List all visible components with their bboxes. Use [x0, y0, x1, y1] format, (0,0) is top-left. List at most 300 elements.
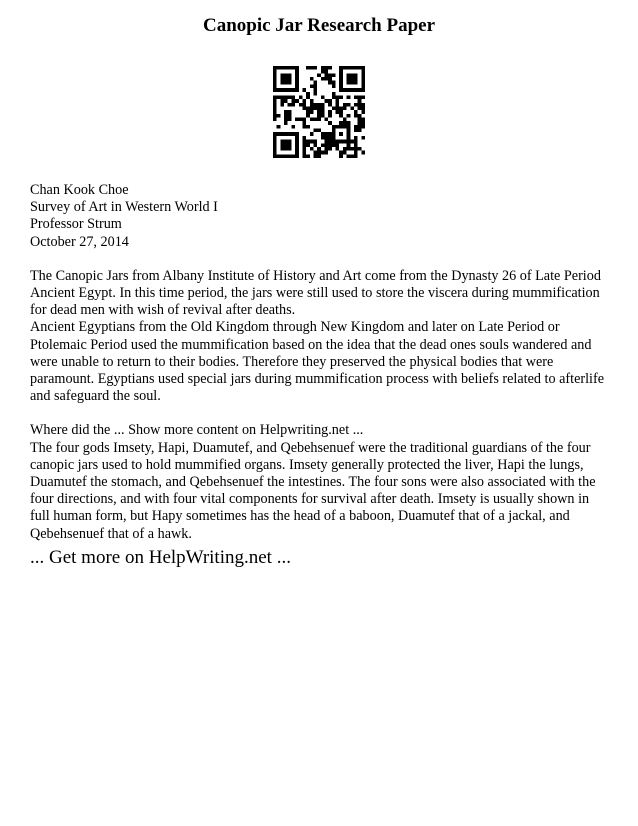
qr-module [328, 121, 332, 125]
qr-module [284, 140, 288, 144]
qr-module [280, 99, 284, 103]
qr-module [313, 92, 317, 96]
qr-module [313, 103, 317, 107]
qr-module [336, 143, 340, 147]
qr-module [347, 140, 351, 144]
qr-module [343, 106, 347, 110]
qr-module [295, 143, 299, 147]
get-more-link[interactable]: ... Get more on HelpWriting.net ... [30, 547, 291, 568]
qr-module [302, 106, 306, 110]
paragraph-intro: The Canopic Jars from Albany Institute of History and Art come from the Dynasty 26 of Late Period Ancient Egypt. In this time period, the jars were still used to store the viscera during mummification for dead men with wish of revival after deaths. [30, 267, 601, 319]
qr-module [332, 92, 336, 96]
qr-module [325, 136, 329, 140]
qr-module [295, 118, 299, 122]
qr-module [328, 147, 332, 151]
qr-module [313, 88, 317, 92]
qr-module [317, 103, 321, 107]
qr-module [339, 132, 343, 136]
qr-module [295, 151, 299, 155]
qr-module [321, 110, 325, 114]
qr-module [332, 136, 336, 140]
qr-module [277, 125, 281, 129]
qr-module [361, 81, 365, 85]
qr-module [302, 121, 306, 125]
page-title: Canopic Jar Research Paper [202, 15, 436, 36]
qr-module [317, 73, 321, 77]
qr-module [339, 154, 343, 158]
qr-module [361, 88, 365, 92]
qr-module [361, 70, 365, 74]
qr-module [291, 132, 295, 136]
qr-module [358, 103, 362, 107]
qr-module [288, 140, 292, 144]
qr-module [339, 121, 343, 125]
qr-module [313, 66, 317, 70]
qr-module [273, 147, 277, 151]
qr-module [358, 147, 362, 151]
qr-module [361, 110, 365, 114]
qr-module [339, 151, 343, 155]
qr-module [288, 110, 292, 114]
qr-module [358, 106, 362, 110]
qr-module [347, 95, 351, 99]
qr-module [347, 66, 351, 70]
qr-module [347, 114, 351, 118]
qr-module [354, 77, 358, 81]
qr-module [280, 154, 284, 158]
qr-module [306, 114, 310, 118]
qr-module [295, 70, 299, 74]
qr-module [273, 66, 277, 70]
qr-module [302, 140, 306, 144]
qr-module [302, 143, 306, 147]
qr-module [354, 140, 358, 144]
qr-module [361, 77, 365, 81]
qr-module [347, 147, 351, 151]
qr-module [325, 73, 329, 77]
qr-module [280, 81, 284, 85]
qr-module [284, 81, 288, 85]
qr-module [288, 147, 292, 151]
qr-module [361, 66, 365, 70]
qr-module [280, 132, 284, 136]
qr-module [347, 73, 351, 77]
qr-module [295, 66, 299, 70]
qr-module [328, 77, 332, 81]
qr-module [361, 118, 365, 122]
qr-module [295, 73, 299, 77]
qr-module [354, 95, 358, 99]
qr-module [328, 136, 332, 140]
qr-module [317, 106, 321, 110]
qr-module [306, 125, 310, 129]
qr-module [328, 99, 332, 103]
qr-module [336, 140, 340, 144]
qr-module [299, 103, 303, 107]
qr-module [361, 125, 365, 129]
qr-module [310, 99, 314, 103]
qr-module [321, 136, 325, 140]
qr-module [273, 118, 277, 122]
qr-module [325, 66, 329, 70]
qr-module [328, 132, 332, 136]
qr-module [306, 143, 310, 147]
qr-module [317, 147, 321, 151]
qr-module [295, 136, 299, 140]
qr-module [321, 66, 325, 70]
qr-module [336, 125, 340, 129]
qr-module [273, 154, 277, 158]
qr-module [317, 129, 321, 133]
qr-module [339, 70, 343, 74]
qr-module [295, 132, 299, 136]
qr-module [354, 147, 358, 151]
qr-module [273, 132, 277, 136]
qr-module [339, 140, 343, 144]
qr-module [302, 99, 306, 103]
qr-module [350, 88, 354, 92]
qr-module [313, 106, 317, 110]
qr-module [317, 118, 321, 122]
qr-module [325, 99, 329, 103]
qr-module [354, 81, 358, 85]
qr-module [339, 88, 343, 92]
qr-module [350, 154, 354, 158]
qr-module [295, 99, 299, 103]
qr-module [358, 88, 362, 92]
qr-module [339, 114, 343, 118]
qr-module [328, 140, 332, 144]
qr-module [280, 143, 284, 147]
qr-module [284, 132, 288, 136]
qr-module [306, 106, 310, 110]
qr-module [273, 110, 277, 114]
qr-module [288, 81, 292, 85]
qr-module [354, 110, 358, 114]
qr-module [339, 110, 343, 114]
qr-module [302, 125, 306, 129]
qr-module [284, 154, 288, 158]
qr-module [313, 118, 317, 122]
course-line: Survey of Art in Western World I [30, 199, 218, 216]
qr-module [280, 103, 284, 107]
qr-module [339, 125, 343, 129]
qr-module [317, 154, 321, 158]
qr-module [347, 121, 351, 125]
qr-module [321, 114, 325, 118]
qr-module [273, 88, 277, 92]
qr-module [350, 140, 354, 144]
qr-module [284, 95, 288, 99]
qr-module [302, 88, 306, 92]
qr-module [347, 125, 351, 129]
date-line: October 27, 2014 [30, 233, 129, 250]
qr-module [310, 110, 314, 114]
qr-module [280, 77, 284, 81]
qr-module [339, 81, 343, 85]
qr-module [284, 73, 288, 77]
qr-module [295, 154, 299, 158]
qr-module [273, 106, 277, 110]
qr-module [295, 77, 299, 81]
qr-module [295, 140, 299, 144]
qr-module [317, 151, 321, 155]
qr-code-icon[interactable] [273, 66, 365, 158]
qr-module [325, 140, 329, 144]
qr-module [361, 73, 365, 77]
qr-module [361, 121, 365, 125]
qr-module [328, 103, 332, 107]
qr-module [321, 103, 325, 107]
qr-module [325, 118, 329, 122]
qr-module [354, 103, 358, 107]
qr-module [332, 106, 336, 110]
qr-module [288, 118, 292, 122]
qr-module [313, 81, 317, 85]
qr-module [354, 154, 358, 158]
qr-module [325, 143, 329, 147]
qr-module [339, 66, 343, 70]
qr-module [347, 132, 351, 136]
qr-module [284, 99, 288, 103]
qr-module [313, 154, 317, 158]
qr-module [354, 136, 358, 140]
qr-module [280, 95, 284, 99]
qr-module [280, 147, 284, 151]
show-more-link[interactable]: Where did the ... Show more content on Helpwriting.net ... [30, 422, 364, 439]
qr-module [317, 110, 321, 114]
qr-module [302, 151, 306, 155]
qr-module [310, 106, 314, 110]
qr-module [339, 84, 343, 88]
qr-module [343, 118, 347, 122]
qr-module [325, 70, 329, 74]
qr-module [328, 66, 332, 70]
qr-module [302, 103, 306, 107]
qr-module [321, 132, 325, 136]
qr-module [288, 154, 292, 158]
qr-module [280, 73, 284, 77]
qr-module [288, 143, 292, 147]
qr-module [350, 73, 354, 77]
qr-module [310, 132, 314, 136]
professor-line: Professor Strum [30, 216, 122, 233]
qr-module [306, 154, 310, 158]
qr-module [328, 73, 332, 77]
qr-module [350, 66, 354, 70]
qr-module [321, 70, 325, 74]
qr-module [288, 77, 292, 81]
qr-module [299, 118, 303, 122]
qr-module [302, 118, 306, 122]
qr-module [354, 151, 358, 155]
qr-module [358, 114, 362, 118]
qr-module [325, 151, 329, 155]
qr-module [310, 140, 314, 144]
qr-module [332, 143, 336, 147]
qr-module [361, 84, 365, 88]
qr-module [358, 125, 362, 129]
qr-module [291, 66, 295, 70]
qr-module [347, 129, 351, 133]
qr-module [317, 114, 321, 118]
qr-module [313, 140, 317, 144]
qr-module [343, 66, 347, 70]
qr-module [354, 143, 358, 147]
author-line: Chan Kook Choe [30, 182, 129, 198]
qr-module [339, 77, 343, 81]
qr-module [291, 125, 295, 129]
qr-module [325, 147, 329, 151]
qr-module [280, 88, 284, 92]
qr-module [280, 140, 284, 144]
qr-module [354, 125, 358, 129]
qr-module [347, 81, 351, 85]
qr-module [354, 88, 358, 92]
qr-module [280, 66, 284, 70]
qr-module [332, 73, 336, 77]
qr-module [277, 114, 281, 118]
qr-module [343, 88, 347, 92]
qr-module [358, 95, 362, 99]
qr-module [295, 84, 299, 88]
qr-module [310, 147, 314, 151]
qr-module [273, 81, 277, 85]
qr-module [291, 154, 295, 158]
qr-module [284, 147, 288, 151]
qr-module [343, 125, 347, 129]
qr-module [361, 151, 365, 155]
qr-module [361, 136, 365, 140]
qr-module [332, 140, 336, 144]
qr-module [295, 81, 299, 85]
qr-module [347, 143, 351, 147]
qr-module [350, 77, 354, 81]
qr-module [302, 147, 306, 151]
qr-module [288, 114, 292, 118]
qr-module [328, 114, 332, 118]
qr-module [347, 88, 351, 92]
qr-module [328, 143, 332, 147]
qr-module [299, 95, 303, 99]
qr-module [321, 143, 325, 147]
qr-module [295, 88, 299, 92]
qr-module [273, 95, 277, 99]
qr-module [306, 66, 310, 70]
qr-module [325, 132, 329, 136]
qr-module [273, 114, 277, 118]
qr-module [354, 114, 358, 118]
qr-module [302, 136, 306, 140]
qr-module [284, 143, 288, 147]
paragraph-four-gods: The four gods Imsety, Hapi, Duamutef, and Qebehsenuef were the traditional guardians of the four canopic jars used to hold mummified organs. Imsety generally protected the liver, Hapi the lungs, Duamutef the stomach, and Qebehsenuef the intestines. The four sons were also associated with the four directions, and with four vital components for survival after death. Imsety is usually shown in full human form, but Hapy sometimes has the head of a baboon, Duamutef that of a jackal, and Qebehsenuef that of a hawk. [30, 439, 596, 542]
qr-module [288, 66, 292, 70]
qr-module [288, 73, 292, 77]
qr-module [273, 143, 277, 147]
qr-module [306, 140, 310, 144]
qr-module [350, 81, 354, 85]
qr-module [291, 95, 295, 99]
qr-module [291, 88, 295, 92]
qr-module [273, 84, 277, 88]
qr-module [336, 103, 340, 107]
qr-module [321, 77, 325, 81]
qr-module [332, 81, 336, 85]
qr-module [321, 151, 325, 155]
qr-module [284, 121, 288, 125]
qr-module [273, 70, 277, 74]
qr-module [354, 73, 358, 77]
qr-module [291, 103, 295, 107]
qr-module [336, 95, 340, 99]
qr-module [350, 147, 354, 151]
paper-body [30, 182, 610, 543]
qr-module [284, 66, 288, 70]
qr-module [339, 106, 343, 110]
qr-module [291, 99, 295, 103]
qr-module [332, 125, 336, 129]
qr-module [284, 77, 288, 81]
qr-module [288, 88, 292, 92]
qr-module [332, 129, 336, 133]
qr-module [288, 132, 292, 136]
qr-module [288, 103, 292, 107]
qr-module [277, 95, 281, 99]
qr-module [343, 121, 347, 125]
qr-module [273, 136, 277, 140]
qr-module [347, 136, 351, 140]
qr-module [284, 114, 288, 118]
qr-module [313, 129, 317, 133]
qr-module [288, 95, 292, 99]
qr-module [273, 73, 277, 77]
qr-module [354, 129, 358, 133]
qr-module [343, 151, 347, 155]
qr-module [273, 151, 277, 155]
qr-module [313, 151, 317, 155]
qr-module [284, 110, 288, 114]
qr-module [358, 66, 362, 70]
qr-module [328, 110, 332, 114]
qr-module [358, 118, 362, 122]
qr-module [358, 99, 362, 103]
qr-module [361, 106, 365, 110]
qr-module [277, 88, 281, 92]
qr-module [358, 129, 362, 133]
qr-module [273, 140, 277, 144]
qr-module [302, 154, 306, 158]
qr-module [277, 154, 281, 158]
qr-module [310, 84, 314, 88]
qr-module [310, 103, 314, 107]
qr-module [310, 66, 314, 70]
qr-module [306, 92, 310, 96]
qr-module [332, 95, 336, 99]
qr-module [339, 73, 343, 77]
qr-module [336, 147, 340, 151]
qr-module [347, 154, 351, 158]
qr-module [310, 77, 314, 81]
qr-module [273, 77, 277, 81]
qr-module [336, 106, 340, 110]
qr-module [343, 103, 347, 107]
qr-module [350, 106, 354, 110]
qr-module [343, 140, 347, 144]
qr-module [358, 121, 362, 125]
qr-module [354, 66, 358, 70]
qr-module [284, 88, 288, 92]
qr-module [306, 95, 310, 99]
